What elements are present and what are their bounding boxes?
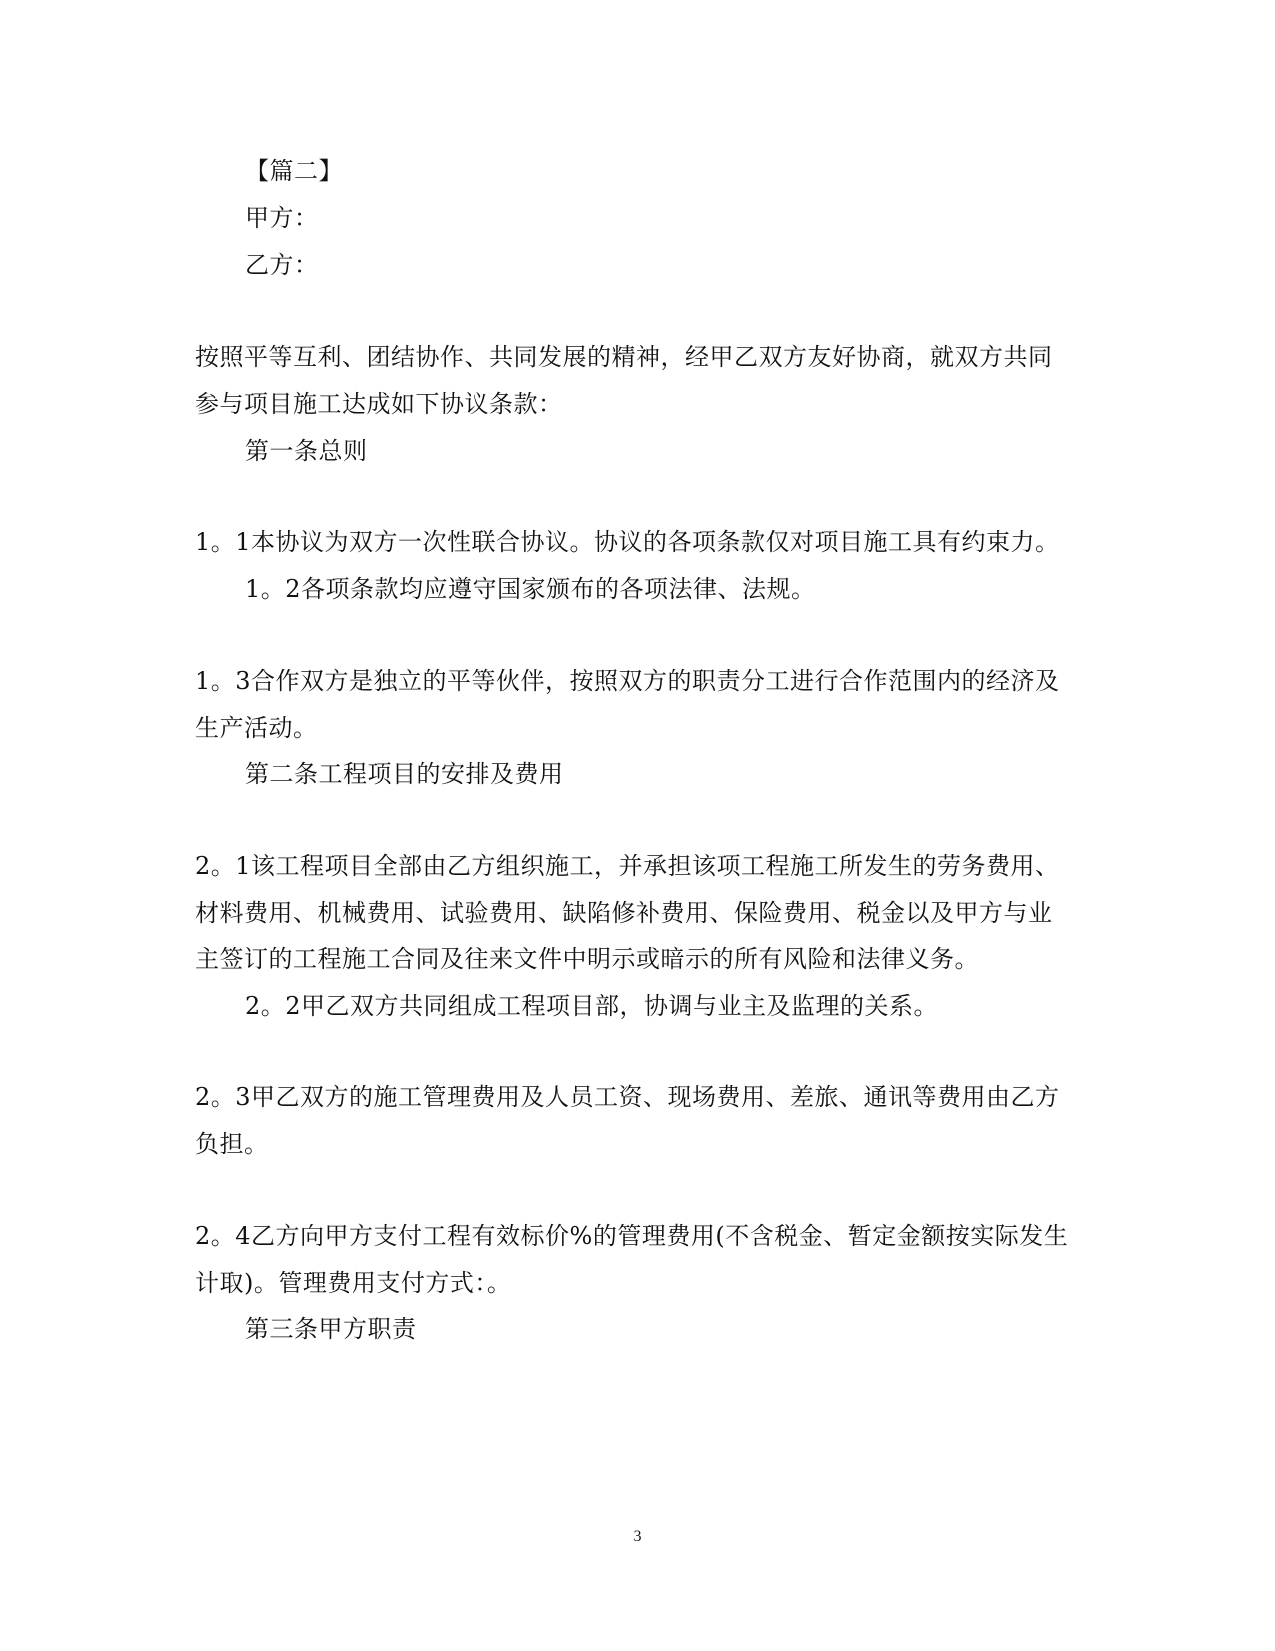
clause-line: 2。4乙方向甲方支付工程有效标价%的管理费用(不含税金、暂定金额按实际发生: [195, 1222, 1069, 1250]
page-number: 3: [633, 1528, 642, 1545]
party-a-label: 甲方：: [245, 204, 319, 232]
article-heading: 第二条工程项目的安排及费用: [245, 760, 564, 788]
clause-line: 计取)。管理费用支付方式：。: [195, 1269, 512, 1297]
clause-line: 负担。: [195, 1130, 269, 1158]
article-heading: 第三条甲方职责: [245, 1315, 417, 1343]
clause-line: 2。2甲乙双方共同组成工程项目部，协调与业主及监理的关系。: [245, 992, 939, 1020]
clause-line: 2。3甲乙双方的施工管理费用及人员工资、现场费用、差旅、通讯等费用由乙方: [195, 1083, 1060, 1111]
paragraph-line: 参与项目施工达成如下协议条款：: [195, 390, 563, 418]
clause-line: 1。3合作双方是独立的平等伙伴，按照双方的职责分工进行合作范围内的经济及: [195, 667, 1060, 695]
clause-line: 材料费用、机械费用、试验费用、缺陷修补费用、保险费用、税金以及甲方与业: [195, 899, 1053, 927]
paragraph-line: 按照平等互利、团结协作、共同发展的精神，经甲乙双方友好协商，就双方共同: [195, 343, 1053, 371]
clause-line: 2。1该工程项目全部由乙方组织施工，并承担该项工程施工所发生的劳务费用、: [195, 852, 1060, 880]
party-b-label: 乙方：: [245, 251, 319, 279]
clause-line: 1。2各项条款均应遵守国家颁布的各项法律、法规。: [245, 575, 816, 603]
clause-line: 1。1本协议为双方一次性联合协议。协议的各项条款仅对项目施工具有约束力。: [195, 528, 1060, 556]
article-heading: 第一条总则: [245, 437, 368, 465]
clause-line: 生产活动。: [195, 714, 318, 742]
clause-line: 主签订的工程施工合同及往来文件中明示或暗示的所有风险和法律义务。: [195, 945, 979, 973]
section-heading: 【篇二】: [245, 157, 343, 185]
